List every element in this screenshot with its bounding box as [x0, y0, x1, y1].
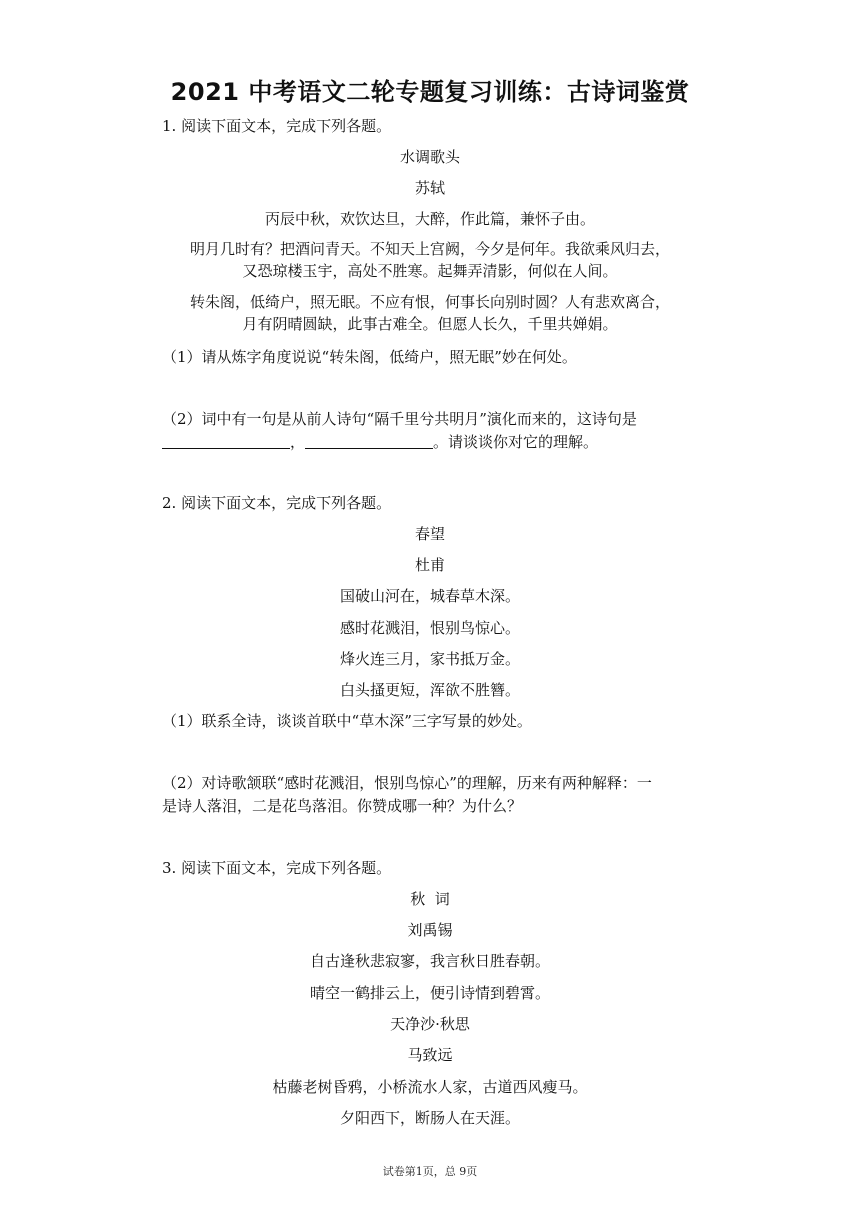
sub-question: 是诗人落泪，二是花鸟落泪。你赞成哪一种？为什么？	[162, 797, 523, 815]
poem-line: 又恐琼楼玉宇，高处不胜寒。起舞弄清影，何似在人间。	[242, 262, 618, 280]
poem-line: 自古逢秋悲寂寥，我言秋日胜春朝。	[309, 952, 550, 970]
poem-line: 夕阳西下，断肠人在天涯。	[339, 1109, 520, 1127]
question-1-intro: 1. 阅读下面文本，完成下列各题。	[162, 117, 392, 135]
poem-line: 国破山河在，城春草木深。	[339, 587, 520, 605]
poem-line: 白头搔更短，浑欲不胜簪。	[339, 681, 520, 699]
poem-author: 马致远	[407, 1046, 453, 1064]
sub-question: （1）联系全诗，谈谈首联中“草木深”三字写景的妙处。	[162, 712, 532, 730]
page-title: 2021 中考语文二轮专题复习训练：古诗词鉴赏	[170, 78, 690, 106]
poem-line: 月有阴晴圆缺，此事古难全。但愿人长久，千里共婵娟。	[242, 315, 618, 333]
sub-question: （2）对诗歌颔联“感时花溅泪，恨别鸟惊心”的理解，历来有两种解释：一	[162, 774, 652, 792]
poem-title: 秋 词	[410, 890, 450, 908]
sub-question: （2）词中有一句是从前人诗句“隔千里兮共明月”演化而来的，这诗句是	[162, 410, 637, 428]
answer-blank[interactable]	[305, 434, 433, 449]
poem-title: 天净沙·秋思	[390, 1015, 470, 1033]
poem-title: 水调歌头	[399, 148, 460, 166]
poem-preface: 丙辰中秋，欢饮达旦，大醉，作此篇，兼怀子由。	[264, 210, 595, 228]
sub-question: （1）请从炼字角度说说“转朱阁，低绮户，照无眠”妙在何处。	[162, 348, 577, 366]
answer-blank[interactable]	[162, 434, 290, 449]
poem-author: 刘禹锡	[407, 921, 453, 939]
poem-author: 苏轼	[414, 179, 445, 197]
page-footer: 试卷第1页，总 9页	[382, 1165, 478, 1178]
poem-author: 杜甫	[414, 556, 445, 574]
question-2-intro: 2. 阅读下面文本，完成下列各题。	[162, 494, 392, 512]
poem-line: 枯藤老树昏鸦，小桥流水人家，古道西风瘦马。	[272, 1078, 588, 1096]
sub-question-blanks: ， 。请谈谈你对它的理解。	[162, 431, 598, 452]
poem-line: 感时花溅泪，恨别鸟惊心。	[339, 619, 520, 637]
poem-title: 春望	[414, 525, 445, 543]
poem-line: 晴空一鹤排云上，便引诗情到碧霄。	[309, 984, 550, 1002]
question-3-intro: 3. 阅读下面文本，完成下列各题。	[162, 859, 392, 877]
poem-line: 烽火连三月，家书抵万金。	[339, 650, 520, 668]
poem-line: 明月几时有？把酒问青天。不知天上宫阙，今夕是何年。我欲乘风归去，	[189, 240, 670, 258]
poem-line: 转朱阁，低绮户，照无眠。不应有恨，何事长向别时圆？人有悲欢离合，	[189, 293, 670, 311]
